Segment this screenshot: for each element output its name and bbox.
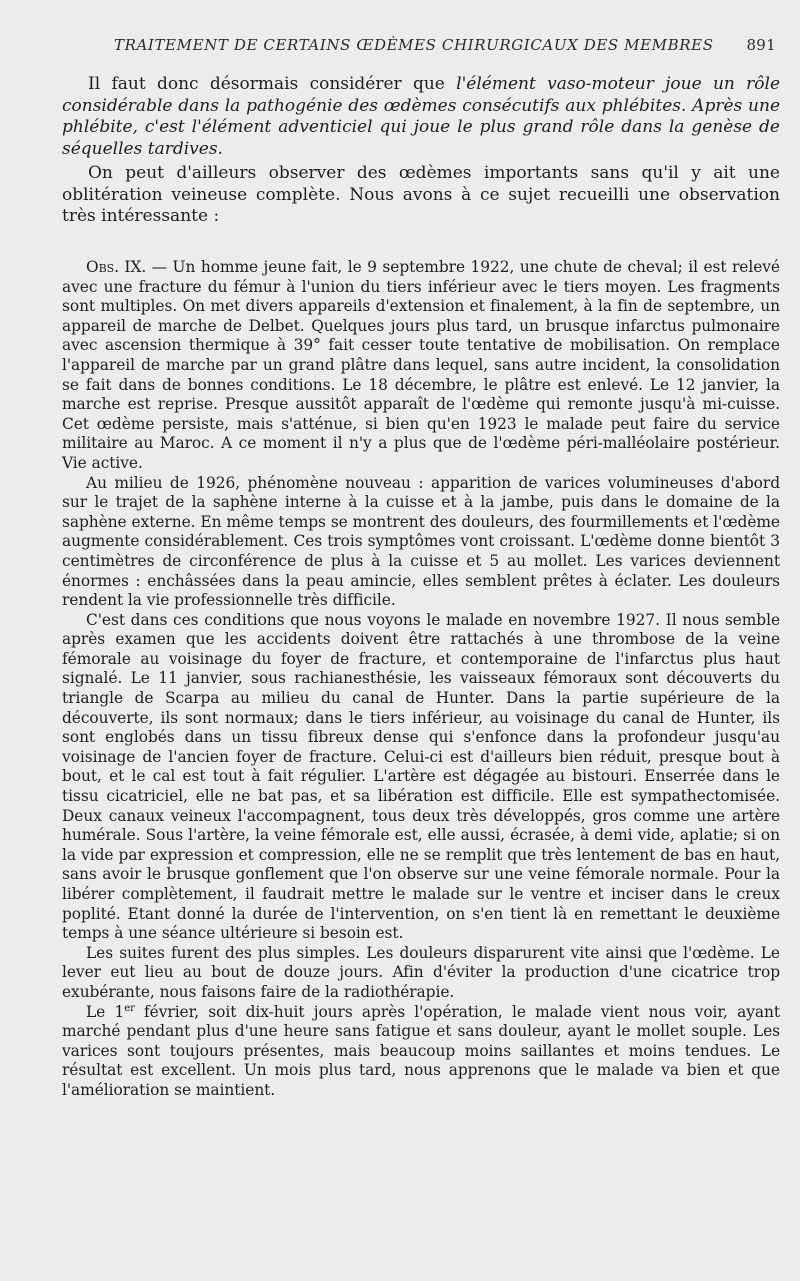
ordinal-superscript: er (124, 1002, 135, 1014)
observation-label: Obs. IX. (86, 258, 147, 276)
observation-paragraph-3: C'est dans ces conditions que nous voyons le malade en novembre 1927. Il nous semble après examen que les accidents doivent être rattachés à une thrombose de la veine fémorale au voisinage du foyer de fracture, et contemporaine de l'infarctus plus haut signalé. Le 11 janvier, sous rachianesthésie, les vaisseaux fémoraux sont découverts du triangle de Scarpa au milieu du canal de Hunter. Dans la partie supérieure de la découverte, ils sont normaux; dans le tiers inférieur, au voisinage du canal de Hunter, ils sont englobés dans un tissu fibreux dense qui s'enfonce dans la profondeur jusqu'au voisinage de l'ancien foyer de fracture. Celui-ci est d'ailleurs bien réduit, presque bout à bout, et le cal est tout à fait régulier. L'artère est dégagée au bistouri. Enserrée dans le tissu cicatriciel, elle ne bat pas, et sa libération est difficile. Elle est sympathectomisée. Deux canaux veineux l'accompagnent, tous deux très développés, gros comme une artère humérale. Sous l'artère, la veine fémorale est, elle aussi, écrasée, à demi vide, aplatie; si on la vide par expression et compression, elle ne se remplit que très lentement de bas en haut, sans avoir le brusque gonflement que l'on observe sur une veine fémorale normale. Pour la libérer complètement, il faudrait mettre le malade sur le ventre et inciser dans le creux poplité. Etant donné la durée de l'intervention, on s'en tient là en remettant le deuxième temps à une séance ultérieure si besoin est. (62, 610, 780, 943)
intro-paragraph-1 (62, 74, 780, 160)
observation-paragraph-5-rest: février, soit dix-huit jours après l'opération, le malade vient nous voir, ayant marché pendant plus d'une heure sans fatigue et sans douleur, ayant le mollet souple. Les varices sont toujours présentes, mais beaucoup moins saillantes et moins tendues. Le résultat est excellent. Un mois plus tard, nous apprenons que le malade va bien et que l'amélioration se maintient. (62, 1002, 780, 1099)
observation-paragraph-1 (62, 258, 780, 474)
intro-paragraph-1-italic: l'élément vaso-moteur joue un rôle considérable dans la pathogénie des œdèmes consécutifs aux phlébites. Après une phlébite, c'est l'élément adventiciel qui joue le plus grand rôle dans la genèse de séquelles tardives. (62, 74, 781, 159)
running-head (100, 36, 776, 56)
intro-paragraph-1-lead: Il faut donc désormais considérer que (88, 74, 457, 94)
running-head-title: TRAITEMENT DE CERTAINS ŒDÈMES CHIRURGICAUX DES MEMBRES (114, 36, 714, 54)
observation-paragraph-5-lead: Le 1 (86, 1002, 125, 1021)
observation-paragraph-2: Au milieu de 1926, phénomène nouveau : apparition de varices volumineuses d'abord sur le trajet de la saphène interne à la cuisse et à la jambe, puis dans le domaine de la saphène externe. En même temps se montrent des douleurs, des fourmillements et l'œdème augmente considérablement. Ces trois symptômes vont croissant. L'œdème donne bientôt 3 centimètres de circonférence de plus à la cuisse et 5 au mollet. Les varices deviennent énormes : enchâssées dans la peau amincie, elles semblent prêtes à éclater. Les douleurs rendent la vie professionnelle très difficile. (62, 473, 780, 610)
observation-paragraph-5 (62, 1003, 780, 1101)
intro-paragraph-2: On peut d'ailleurs observer des œdèmes importants sans qu'il y ait une oblitération veineuse complète. Nous avons à ce sujet recueilli une observation très intéressante : (62, 163, 780, 226)
observation-section (62, 258, 780, 1101)
page-number: 891 (746, 36, 776, 54)
observation-paragraph-4: Les suites furent des plus simples. Les douleurs disparurent vite ainsi que l'œdème. Le lever eut lieu au bout de douze jours. Afin d'éviter la production d'une cicatrice trop exubérante, nous faisons faire de la radiothérapie. (62, 943, 780, 1001)
intro-section (62, 74, 780, 228)
observation-paragraph-1-text: — Un homme jeune fait, le 9 septembre 1922, une chute de cheval; il est relevé avec une fracture du fémur à l'union du tiers inférieur avec le tiers moyen. Les fragments sont multiples. On met divers appareils d'extension et finalement, à la fin de septembre, un appareil de marche de Delbet. Quelques jours plus tard, un brusque infarctus pulmonaire avec ascension thermique à 39° fait cesser toute tentative de mobilisation. On remplace l'appareil de marche par un grand plâtre dans lequel, sans autre incident, la consolidation se fait dans de bonnes conditions. Le 18 décembre, le plâtre est enlevé. Le 12 janvier, la marche est reprise. Presque aussitôt apparaît de l'œdème qui remonte jusqu'à mi-cuisse. Cet œdème persiste, mais s'atténue, si bien qu'en 1923 le malade peut faire du service militaire au Maroc. A ce moment il n'y a plus que de l'œdème péri-malléolaire postérieur. Vie active. (62, 258, 780, 472)
